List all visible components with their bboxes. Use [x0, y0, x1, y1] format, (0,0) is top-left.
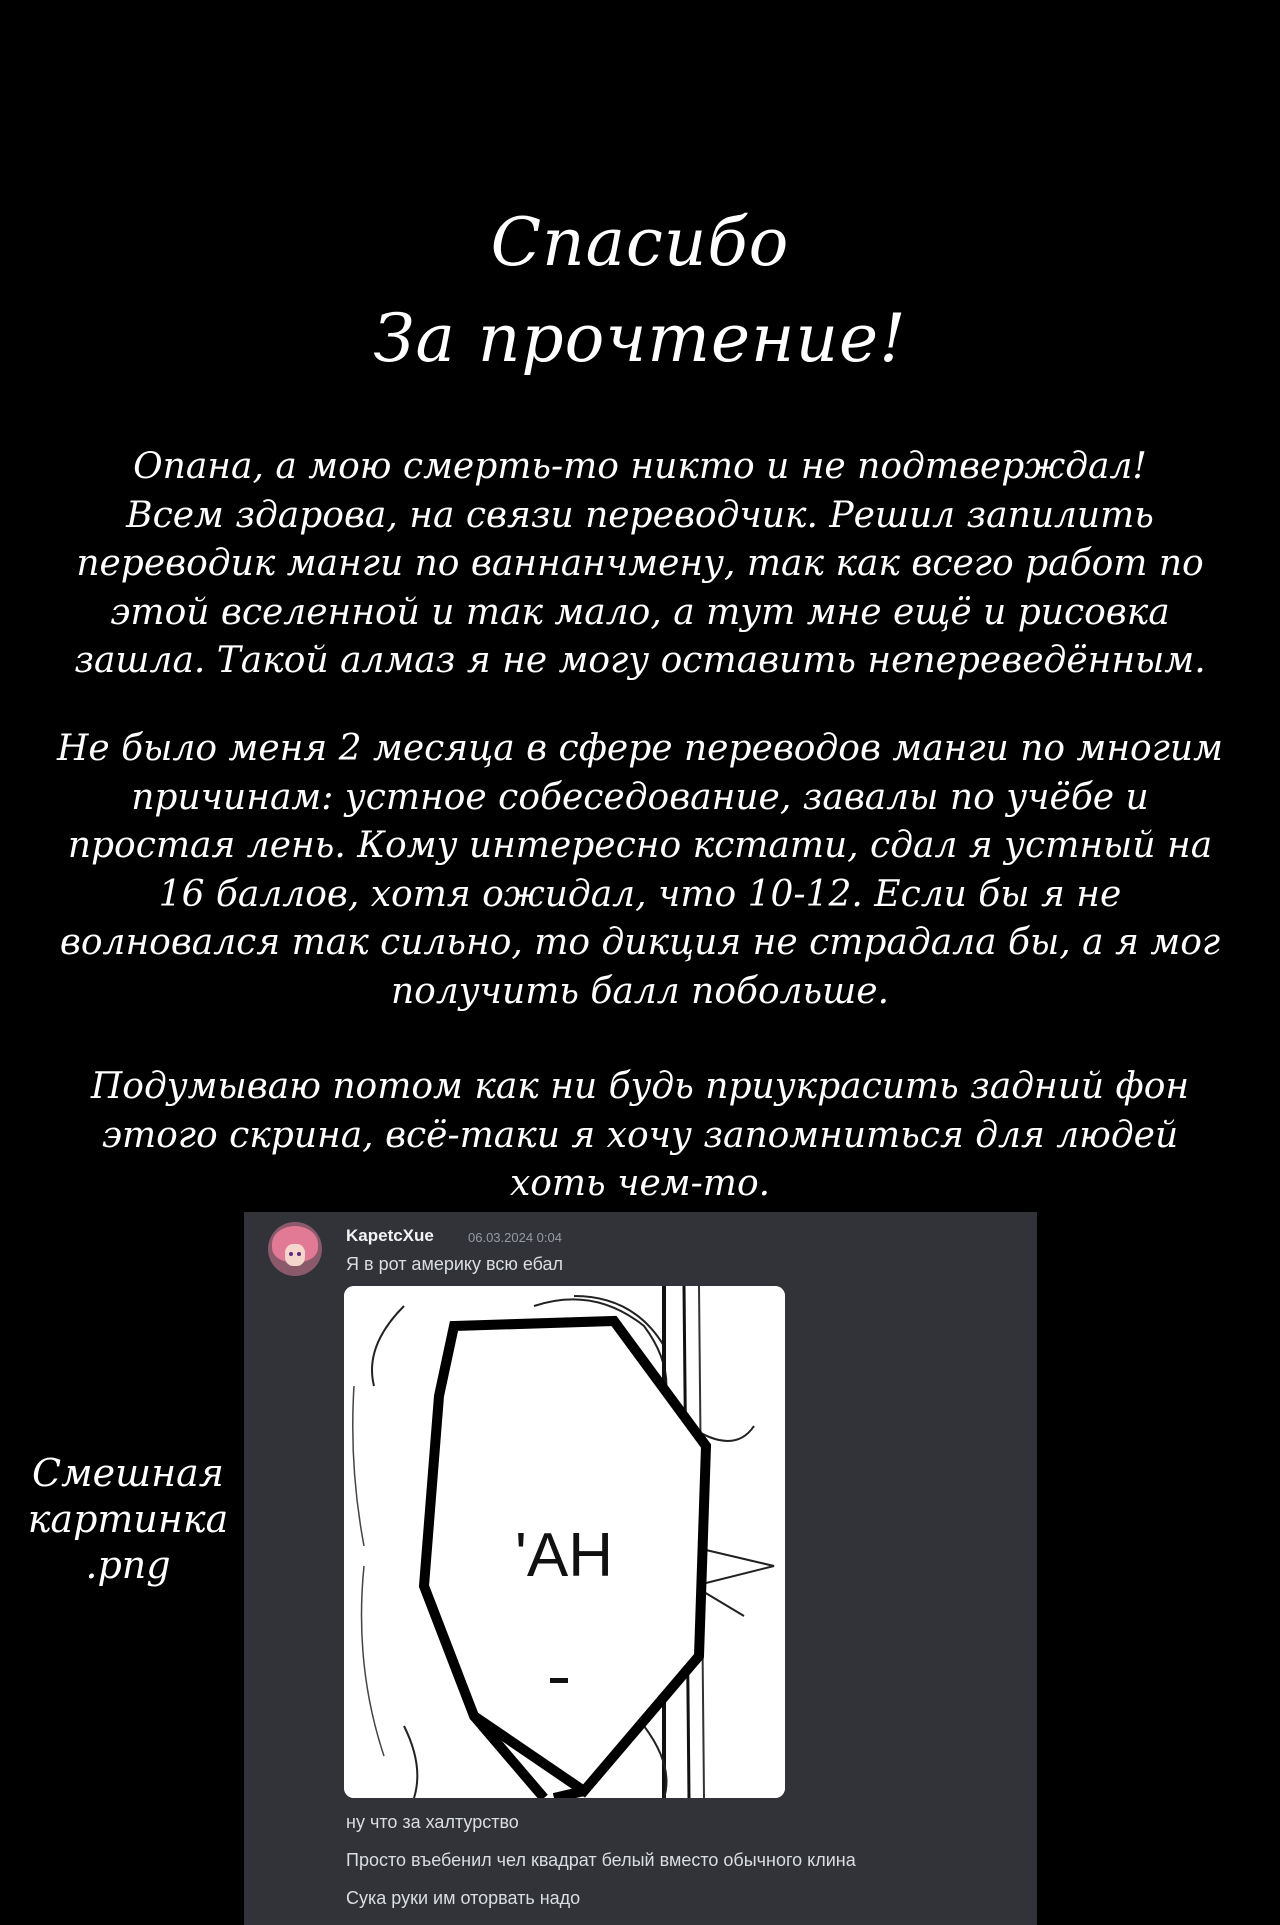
discord-message-screenshot	[244, 1212, 1037, 1925]
caption-line: Смешная	[32, 1451, 224, 1495]
text-line: волновался так сильно, то дикция не страдала бы, а я мог	[59, 922, 1221, 963]
text-line: 16 баллов, хотя ожидал, что 10-12. Если бы я не	[158, 873, 1122, 915]
avatar-eye	[289, 1252, 293, 1256]
paragraph-absence	[0, 725, 1280, 1016]
text-line: зашла. Такой алмаз я не могу оставить непереведённым.	[74, 640, 1206, 681]
message-username[interactable]: KapetcXue	[346, 1226, 434, 1245]
text-line: Не было меня 2 месяца в сфере переводов манги по многим	[57, 728, 1223, 769]
text-line: Опана, а мою смерть-то никто и не подтверждал!	[133, 446, 1147, 487]
funny-picture-caption	[18, 1450, 238, 1588]
title-line-2: За прочтение!	[373, 300, 907, 377]
paragraph-plans	[0, 1063, 1280, 1209]
thanks-title	[0, 195, 1280, 387]
message-text: ну что за халтурство	[346, 1812, 519, 1832]
text-line: этой вселенной и так мало, а тут мне ещё и рисовка	[110, 591, 1170, 633]
message-text: Я в рот америку всю ебал	[346, 1254, 564, 1274]
avatar[interactable]	[268, 1222, 322, 1276]
text-line: Подумываю потом как ни будь приукрасить задний фон	[90, 1066, 1190, 1107]
image-attachment[interactable]	[344, 1286, 785, 1798]
title-line-1: Спасибо	[490, 204, 790, 281]
caption-line: картинка	[27, 1497, 229, 1541]
avatar-eye	[297, 1252, 301, 1256]
text-line: получить балл побольше.	[390, 970, 890, 1012]
paragraph-intro	[0, 443, 1280, 686]
message-text: Сука руки им оторвать надо	[346, 1888, 581, 1908]
text-line: хоть чем-то.	[509, 1163, 771, 1204]
text-line: Всем здарова, на связи переводчик. Решил запилить	[126, 494, 1154, 536]
text-line: причинам: устное собеседование, завалы по учёбе и	[131, 776, 1149, 818]
speech-bubble-text: 'АН	[515, 1521, 613, 1590]
manga-panel-image	[344, 1286, 785, 1798]
message-timestamp: 06.03.2024 0:04	[468, 1230, 562, 1245]
text-line: переводик манги по ваннанчмену, так как всего работ по	[76, 543, 1204, 584]
avatar-face	[285, 1244, 305, 1266]
text-line: этого скрина, всё-таки я хочу запомниться для людей	[101, 1114, 1179, 1156]
message-text: Просто въебенил чел квадрат белый вместо обычного клина	[346, 1850, 856, 1870]
text-line: простая лень. Кому интересно кстати, сдал я устный на	[67, 825, 1213, 866]
caption-line: .png	[85, 1543, 171, 1587]
